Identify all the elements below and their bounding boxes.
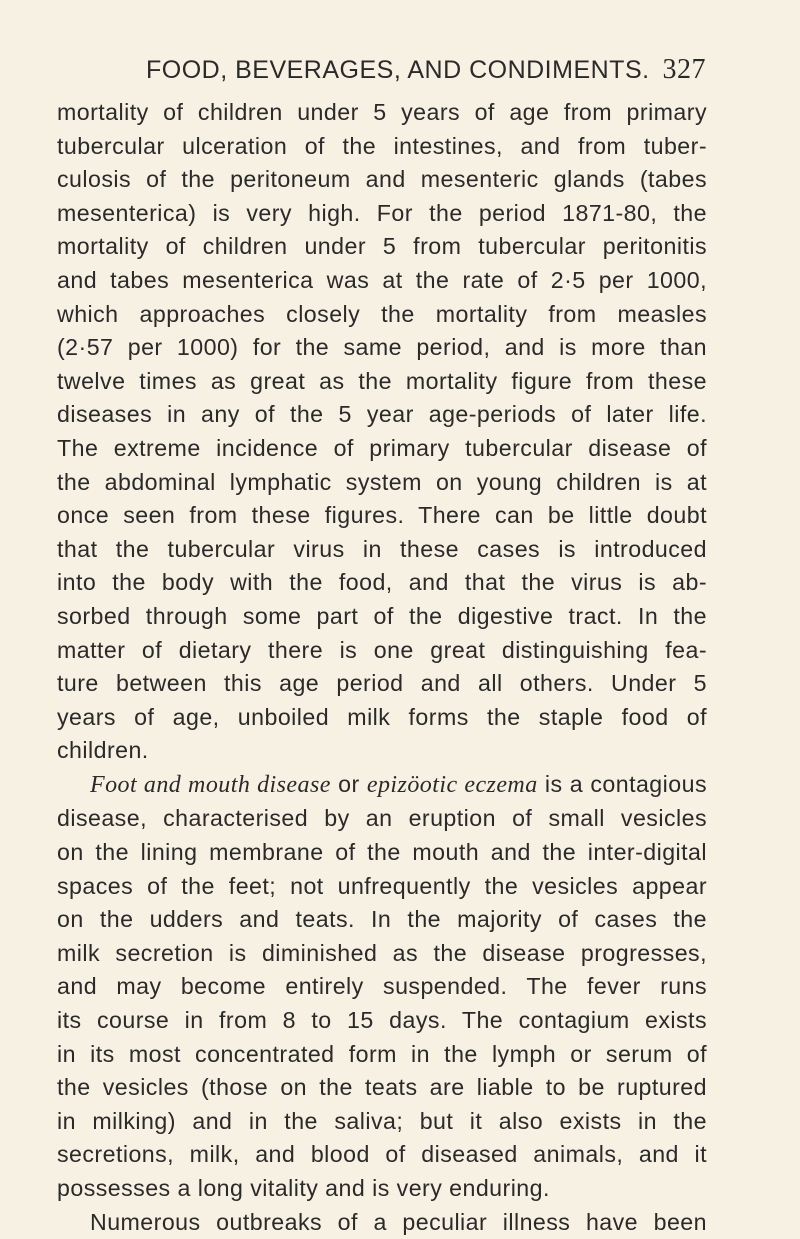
body-text	[57, 96, 707, 1239]
text-line: secretions, milk, and blood of diseased animals, and it	[57, 1141, 707, 1168]
text-line: its course in from 8 to 15 days. The contagium exists	[57, 1007, 707, 1034]
text-line: and tabes mesenterica was at the rate of 2·5 per 1000,	[57, 266, 707, 293]
text-line: on the udders and teats. In the majority of cases the	[57, 906, 707, 933]
text-line: disease, characterised by an eruption of small vesicles	[57, 805, 707, 832]
text-line: matter of dietary there is one great distinguishing fea-	[57, 636, 707, 663]
text-line: the abdominal lymphatic system on young children is at	[57, 468, 707, 495]
text-line: that the tubercular virus in these cases is introduced	[57, 535, 707, 562]
term-epizootic-eczema: epizöotic eczema	[366, 771, 538, 798]
page-number: 327	[662, 54, 706, 85]
text-line: and may become entirely suspended. The fever runs	[57, 973, 707, 1000]
paragraph-first-line: Numerous outbreaks of a peculiar illness have been	[90, 1208, 707, 1235]
text-line: culosis of the peritoneum and mesenteric glands (tabes	[57, 166, 707, 193]
text-line: sorbed through some part of the digestive tract. In the	[57, 602, 707, 629]
text-line: ture between this age period and all others. Under 5	[57, 670, 707, 697]
text-line: tubercular ulceration of the intestines, and from tuber-	[57, 132, 707, 159]
text-line: in milking) and in the saliva; but it also exists in the	[57, 1107, 707, 1134]
text-line: mortality of children under 5 years of age from primary	[57, 99, 707, 125]
text-line: (2·57 per 1000) for the same period, and is more than	[57, 334, 707, 361]
text-line: the vesicles (those on the teats are liable to be ruptured	[57, 1074, 707, 1101]
text-line: The extreme incidence of primary tubercular disease of	[57, 434, 707, 461]
text-line: mortality of children under 5 from tubercular peritonitis	[57, 233, 707, 260]
text-line: which approaches closely the mortality from measles	[57, 300, 707, 327]
running-header	[146, 55, 706, 85]
text-line: in its most concentrated form in the lymph or serum of	[57, 1040, 707, 1067]
first-line-rest: is a contagious	[537, 770, 707, 797]
running-title: FOOD, BEVERAGES, AND CONDIMENTS.	[146, 56, 650, 84]
text-line: twelve times as great as the mortality figure from these	[57, 367, 707, 394]
paragraph-first-line	[57, 768, 707, 803]
connector-or: or	[330, 770, 367, 797]
text-line: into the body with the food, and that the virus is ab-	[57, 569, 707, 596]
text-line: possesses a long vitality and is very enduring.	[57, 1175, 550, 1201]
text-line: diseases in any of the 5 year age-periods of later life.	[57, 401, 707, 428]
text-line: spaces of the feet; not unfrequently the vesicles appear	[57, 872, 707, 899]
text-line: children.	[57, 737, 149, 764]
term-foot-and-mouth: Foot and mouth disease	[90, 771, 331, 798]
text-line: years of age, unboiled milk forms the staple food of	[57, 703, 707, 730]
text-line: once seen from these figures. There can be little doubt	[57, 502, 707, 529]
text-line: mesenterica) is very high. For the period 1871-80, the	[57, 199, 707, 226]
text-line: milk secretion is diminished as the disease progresses,	[57, 939, 707, 966]
text-line: on the lining membrane of the mouth and the inter-digital	[57, 839, 707, 866]
